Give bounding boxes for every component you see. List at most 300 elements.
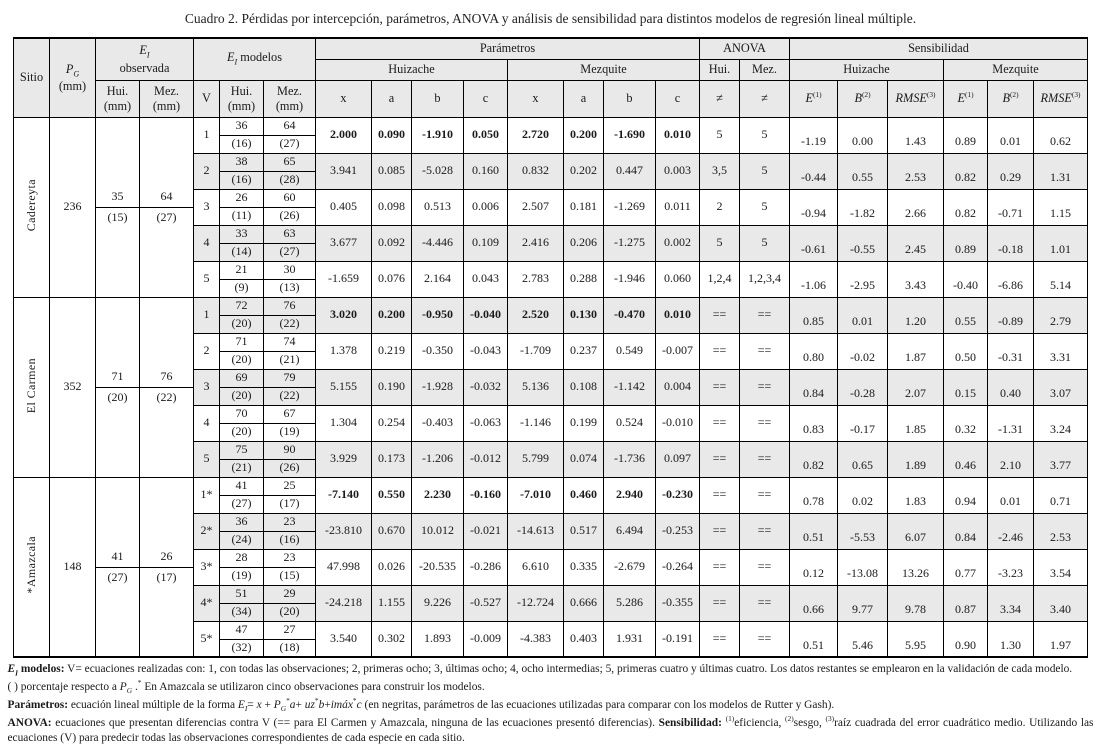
header-row-groups (14, 38, 1088, 59)
model-hui-pct: (16) (220, 171, 264, 189)
param-cell: 0.550 (372, 477, 412, 513)
obs-mez-col-header: Mez. (mm) (140, 80, 194, 117)
sens-cell: 1.85 (888, 405, 944, 441)
param-cell: 1.155 (372, 585, 412, 621)
param-cell: -0.253 (656, 513, 700, 549)
footnote-line (8, 662, 1094, 678)
footnote-segment: I (15, 668, 18, 678)
pg-value: 148 (50, 477, 96, 657)
sens-cell: -0.44 (790, 153, 838, 189)
param-cell: 0.200 (372, 297, 412, 333)
sens-cell: -5.53 (838, 513, 888, 549)
sens-cell: 0.89 (944, 117, 988, 153)
param-cell: 1.304 (316, 405, 372, 441)
sens-cell: 13.26 (888, 549, 944, 585)
param-a-hui-header: a (372, 80, 412, 117)
sens-cell: -0.61 (790, 225, 838, 261)
anova-cell: == (700, 369, 740, 405)
param-cell: 1.893 (412, 621, 464, 657)
sens-cell: -2.95 (838, 261, 888, 297)
obs-mez-value: 64 (140, 117, 194, 207)
footnote-segment: a (289, 698, 296, 711)
sens-cell: 0.82 (944, 153, 988, 189)
model-hui-pct: (19) (220, 567, 264, 585)
anova-cell: == (740, 441, 790, 477)
sens-cell: -6.86 (988, 261, 1034, 297)
model-v: 1 (194, 297, 220, 333)
sens-e-mez-header: $E^{(1)}$ (944, 80, 988, 117)
anova-cell: 3,5 (700, 153, 740, 189)
model-hui-value: 26 (220, 189, 264, 207)
anova-cell: 1,2,3,4 (740, 261, 790, 297)
sens-cell: 5.95 (888, 621, 944, 657)
param-cell: 0.403 (564, 621, 604, 657)
footnote-segment: + (295, 698, 305, 711)
param-cell: -1.946 (604, 261, 656, 297)
model-mez-pct: (19) (264, 423, 316, 441)
sens-cell: -3.23 (988, 549, 1034, 585)
param-cell: -0.009 (464, 621, 508, 657)
model-hui-value: 33 (220, 225, 264, 243)
param-cell: 2.783 (508, 261, 564, 297)
param-cell: -0.286 (464, 549, 508, 585)
footnote-segment: ecuación lineal múltiple de la forma (68, 698, 238, 711)
sens-cell: 3.54 (1034, 549, 1088, 585)
sens-cell: 1.30 (988, 621, 1034, 657)
footnote-segment: Parámetros: (7, 698, 69, 711)
sens-rmse-hui-header: RMSE$^{(3)}$ (888, 80, 944, 117)
site-label (14, 117, 50, 297)
footnote-segment: c (356, 698, 362, 711)
sens-cell: 1.89 (888, 441, 944, 477)
obs-mez-pct: (27) (140, 207, 194, 297)
model-hui-value: 69 (220, 369, 264, 387)
param-cell: 2.000 (316, 117, 372, 153)
param-cell: 0.085 (372, 153, 412, 189)
sens-cell: 1.31 (1034, 153, 1088, 189)
footnote-segment: b (318, 698, 325, 711)
footnote-segment: * (352, 696, 357, 706)
param-cell: 0.010 (656, 297, 700, 333)
anova-cell: == (700, 621, 740, 657)
sens-cell: 1.97 (1034, 621, 1088, 657)
sens-cell: 1.87 (888, 333, 944, 369)
sens-mezquite-header: Mezquite (944, 59, 1088, 80)
model-mez-value: 63 (264, 225, 316, 243)
param-cell: 2.520 (508, 297, 564, 333)
param-b-hui-header: b (412, 80, 464, 117)
anova-cell: == (740, 621, 790, 657)
group-header-parametros: Parámetros (316, 38, 700, 59)
sens-cell: 0.00 (838, 117, 888, 153)
model-hui-value: 21 (220, 261, 264, 279)
anova-hui-neq-header: ≠ (700, 80, 740, 117)
v-col-header: V (194, 80, 220, 117)
model-mez-value: 29 (264, 585, 316, 603)
anova-mez-neq-header: ≠ (740, 80, 790, 117)
sens-e-hui-header: $E^{(1)}$ (790, 80, 838, 117)
param-cell: -0.040 (464, 297, 508, 333)
sens-cell: -0.02 (838, 333, 888, 369)
sens-cell: 0.84 (790, 369, 838, 405)
mod-hui-col-header: Hui. (mm) (220, 80, 264, 117)
group-header-sensibilidad: Sensibilidad (790, 38, 1088, 59)
table-caption: Cuadro 2. Pérdidas por intercepción, parámetros, ANOVA y análisis de sensibilidad para distintos modelos de regresión lineal múltiple. (184, 11, 917, 26)
anova-cell: 1,2,4 (700, 261, 740, 297)
model-mez-value: 27 (264, 621, 316, 639)
model-hui-value: 75 (220, 441, 264, 459)
param-cell: -2.679 (604, 549, 656, 585)
param-c-mez-header: c (656, 80, 700, 117)
param-cell: 0.447 (604, 153, 656, 189)
param-c-hui-header: c (464, 80, 508, 117)
footnote-segment: (2) (785, 713, 794, 723)
param-cell: 3.020 (316, 297, 372, 333)
sens-cell: -0.71 (988, 189, 1034, 225)
sens-cell: 0.55 (944, 297, 988, 333)
param-cell: 2.416 (508, 225, 564, 261)
param-cell: 0.302 (372, 621, 412, 657)
param-x-hui-header: x (316, 80, 372, 117)
footnote-segment: modelos: (18, 663, 65, 675)
param-cell: 0.219 (372, 333, 412, 369)
model-hui-pct: (21) (220, 459, 264, 477)
footnote-segment: Sensibilidad: (658, 716, 722, 729)
param-cell: 3.540 (316, 621, 372, 657)
model-mez-pct: (27) (264, 243, 316, 261)
sens-cell: 0.32 (944, 405, 988, 441)
param-cell: -0.403 (412, 405, 464, 441)
sens-cell: 0.66 (790, 585, 838, 621)
pg-value: 352 (50, 297, 96, 477)
model-hui-value: 38 (220, 153, 264, 171)
sens-cell: -0.89 (988, 297, 1034, 333)
param-cell: 0.006 (464, 189, 508, 225)
footnote-segment: * (286, 696, 290, 706)
param-cell: 0.405 (316, 189, 372, 225)
obs-hui-pct: (20) (96, 387, 140, 477)
anova-cell: == (700, 333, 740, 369)
sens-cell: -0.55 (838, 225, 888, 261)
anova-cell: == (740, 405, 790, 441)
param-cell: 0.460 (564, 477, 604, 513)
footnote-segment: P (119, 680, 127, 693)
param-cell: -24.218 (316, 585, 372, 621)
model-mez-value: 76 (264, 297, 316, 315)
sens-cell: 5.46 (838, 621, 888, 657)
model-hui-pct: (9) (220, 279, 264, 297)
param-cell: -1.709 (508, 333, 564, 369)
footnote-segment: P (273, 698, 281, 711)
site-section (14, 117, 1088, 297)
footnote-segment: x (256, 698, 262, 711)
param-cell: -0.032 (464, 369, 508, 405)
sens-cell: 9.77 (838, 585, 888, 621)
param-cell: 0.199 (564, 405, 604, 441)
param-cell: 0.237 (564, 333, 604, 369)
site-label-text: *Amazcala (23, 536, 38, 594)
pg-value: 236 (50, 117, 96, 297)
sens-cell: -1.06 (790, 261, 838, 297)
sens-cell: 0.90 (944, 621, 988, 657)
model-mez-pct: (16) (264, 531, 316, 549)
param-cell: 0.090 (372, 117, 412, 153)
sens-cell: 0.46 (944, 441, 988, 477)
model-hui-value: 70 (220, 405, 264, 423)
footnote-segment: sesgo, (793, 716, 826, 729)
sens-cell: 3.43 (888, 261, 944, 297)
model-mez-pct: (18) (264, 639, 316, 657)
model-mez-value: 25 (264, 477, 316, 495)
footnote-segment: * (137, 678, 142, 688)
param-cell: 0.004 (656, 369, 700, 405)
model-v: 3* (194, 549, 220, 585)
footnote-segment: . (132, 680, 138, 693)
table-row (14, 297, 1088, 315)
model-hui-value: 36 (220, 117, 264, 135)
obs-hui-pct: (15) (96, 207, 140, 297)
sens-cell: 0.78 (790, 477, 838, 513)
param-cell: 0.109 (464, 225, 508, 261)
footnote-segment: I (244, 704, 248, 714)
obs-mez-value: 26 (140, 477, 194, 567)
model-v: 4 (194, 405, 220, 441)
model-v: 5 (194, 261, 220, 297)
anova-mez-header: Mez. (740, 59, 790, 80)
anova-cell: == (700, 585, 740, 621)
param-cell: 0.200 (564, 117, 604, 153)
anova-hui-header: Hui. (700, 59, 740, 80)
anova-cell: == (740, 549, 790, 585)
sens-cell: 3.24 (1034, 405, 1088, 441)
sens-cell: 0.71 (1034, 477, 1088, 513)
param-cell: 1.378 (316, 333, 372, 369)
param-cell: -0.350 (412, 333, 464, 369)
table-row (14, 117, 1088, 135)
anova-cell: 5 (740, 153, 790, 189)
param-cell: 0.092 (372, 225, 412, 261)
sens-cell: 0.50 (944, 333, 988, 369)
sens-cell: -0.94 (790, 189, 838, 225)
anova-cell: 5 (740, 225, 790, 261)
ei-modelos-label: modelos (237, 50, 282, 65)
footnote-segment: + (261, 698, 274, 711)
model-mez-pct: (21) (264, 351, 316, 369)
model-mez-pct: (22) (264, 387, 316, 405)
anova-cell: == (740, 297, 790, 333)
site-section (14, 297, 1088, 477)
param-cell: 0.108 (564, 369, 604, 405)
param-cell: 0.549 (604, 333, 656, 369)
sens-cell: -13.08 (838, 549, 888, 585)
param-cell: 0.050 (464, 117, 508, 153)
model-hui-pct: (20) (220, 351, 264, 369)
sens-cell: 1.15 (1034, 189, 1088, 225)
param-cell: 5.799 (508, 441, 564, 477)
model-v: 5 (194, 441, 220, 477)
footnote-segment: ( ) porcentaje respecto a (7, 680, 120, 693)
anova-cell: == (700, 405, 740, 441)
obs-hui-pct: (27) (96, 567, 140, 657)
footnote-segment: E (237, 698, 245, 711)
model-v: 1 (194, 117, 220, 153)
sens-cell: 3.34 (988, 585, 1034, 621)
sens-cell: 2.53 (1034, 513, 1088, 549)
param-cell: 5.286 (604, 585, 656, 621)
sens-cell: 0.77 (944, 549, 988, 585)
model-mez-pct: (15) (264, 567, 316, 585)
model-hui-pct: (20) (220, 315, 264, 333)
model-hui-value: 47 (220, 621, 264, 639)
model-mez-value: 23 (264, 549, 316, 567)
param-cell: 3.929 (316, 441, 372, 477)
param-cell: -0.043 (464, 333, 508, 369)
param-cell: 0.074 (564, 441, 604, 477)
footnote-segment: En Amazcala se utilizaron cinco observaciones para construir los modelos. (141, 680, 485, 693)
param-a-mez-header: a (564, 80, 604, 117)
param-cell: 0.011 (656, 189, 700, 225)
anova-cell: 5 (700, 117, 740, 153)
param-cell: -7.010 (508, 477, 564, 513)
model-v: 2 (194, 333, 220, 369)
anova-cell: == (740, 369, 790, 405)
param-cell: -1.142 (604, 369, 656, 405)
sens-cell: 0.51 (790, 621, 838, 657)
footnote-line (8, 696, 1094, 714)
site-label (14, 297, 50, 477)
sens-cell: -1.82 (838, 189, 888, 225)
sens-cell: 0.40 (988, 369, 1034, 405)
sens-cell: 1.20 (888, 297, 944, 333)
sens-cell: 0.80 (790, 333, 838, 369)
pg-unit: (mm) (58, 79, 87, 94)
footnote-segment: G (126, 686, 133, 696)
anova-cell: == (700, 441, 740, 477)
col-header-ei-observada (96, 38, 194, 80)
param-cell: 0.003 (656, 153, 700, 189)
param-cell: -0.010 (656, 405, 700, 441)
sens-cell: 0.51 (790, 513, 838, 549)
col-header-sitio: Sitio (14, 38, 50, 117)
header-row-cols (14, 80, 1088, 117)
param-cell: 0.002 (656, 225, 700, 261)
model-mez-value: 67 (264, 405, 316, 423)
param-cell: 0.190 (372, 369, 412, 405)
param-cell: -0.230 (656, 477, 700, 513)
sens-cell: -0.28 (838, 369, 888, 405)
param-cell: 2.230 (412, 477, 464, 513)
obs-mez-pct: (17) (140, 567, 194, 657)
param-cell: 0.206 (564, 225, 604, 261)
sens-cell: 0.29 (988, 153, 1034, 189)
param-cell: -4.383 (508, 621, 564, 657)
footnote-segment: V= ecuaciones realizadas con: 1, con todas las observaciones; 2, primeras ocho; 3, últimas ocho; 4, ocho intermedias; 5, primeras cuatro y últimas cuatro. Los datos restantes se emplearon en la validación de cada modelo. (64, 663, 1073, 675)
param-huizache-header: Huizache (316, 59, 508, 80)
param-cell: 2.720 (508, 117, 564, 153)
param-cell: 0.288 (564, 261, 604, 297)
param-cell: 0.097 (656, 441, 700, 477)
table-header (14, 38, 1088, 117)
param-cell: -7.140 (316, 477, 372, 513)
model-hui-pct: (27) (220, 495, 264, 513)
param-cell: 0.181 (564, 189, 604, 225)
footnote-segment: + (324, 698, 331, 711)
param-cell: 0.060 (656, 261, 700, 297)
param-cell: 0.202 (564, 153, 604, 189)
pg-symbol: $P_G$ (65, 61, 80, 79)
mod-mez-col-header: Mez. (mm) (264, 80, 316, 117)
param-cell: -0.527 (464, 585, 508, 621)
param-cell: 0.076 (372, 261, 412, 297)
param-cell: -0.950 (412, 297, 464, 333)
sens-cell: 3.07 (1034, 369, 1088, 405)
sens-cell: 3.40 (1034, 585, 1088, 621)
param-cell: 6.610 (508, 549, 564, 585)
sens-cell: 2.07 (888, 369, 944, 405)
group-header-anova: ANOVA (700, 38, 790, 59)
sens-cell: -0.31 (988, 333, 1034, 369)
sens-cell: 1.01 (1034, 225, 1088, 261)
param-cell: 5.155 (316, 369, 372, 405)
ei-observada-symbol: $E_I$ (139, 43, 150, 60)
sens-rmse-mez-header: RMSE$^{(3)}$ (1034, 80, 1088, 117)
param-cell: -0.264 (656, 549, 700, 585)
param-cell: -1.269 (604, 189, 656, 225)
anova-cell: 5 (700, 225, 740, 261)
param-cell: 0.043 (464, 261, 508, 297)
model-v: 5* (194, 621, 220, 657)
sens-cell: 0.83 (790, 405, 838, 441)
model-hui-pct: (34) (220, 603, 264, 621)
anova-cell: == (700, 513, 740, 549)
param-cell: -0.021 (464, 513, 508, 549)
param-cell: 0.173 (372, 441, 412, 477)
model-hui-pct: (11) (220, 207, 264, 225)
site-label-text: Cadereyta (23, 179, 38, 232)
sens-cell: 6.07 (888, 513, 944, 549)
footnote-segment: E (7, 663, 16, 675)
model-hui-pct: (16) (220, 135, 264, 153)
model-v: 4* (194, 585, 220, 621)
sens-cell: 0.82 (944, 189, 988, 225)
footnote-segment: imáx (330, 698, 353, 711)
sens-cell: 0.01 (988, 117, 1034, 153)
site-label (14, 477, 50, 657)
model-hui-value: 28 (220, 549, 264, 567)
model-mez-value: 74 (264, 333, 316, 351)
param-cell: -0.007 (656, 333, 700, 369)
param-cell: -1.206 (412, 441, 464, 477)
param-cell: 0.517 (564, 513, 604, 549)
sens-cell: 0.65 (838, 441, 888, 477)
param-cell: 3.677 (316, 225, 372, 261)
sens-cell: 2.45 (888, 225, 944, 261)
sens-cell: -1.31 (988, 405, 1034, 441)
footnote-segment: G (280, 704, 287, 714)
model-mez-value: 64 (264, 117, 316, 135)
param-cell: 47.998 (316, 549, 372, 585)
model-mez-value: 90 (264, 441, 316, 459)
param-cell: -1.275 (604, 225, 656, 261)
footnote-line (8, 714, 1094, 746)
sens-b-hui-header: $B^{(2)}$ (838, 80, 888, 117)
anova-cell: == (700, 477, 740, 513)
model-v: 2 (194, 153, 220, 189)
param-cell: -0.191 (656, 621, 700, 657)
model-mez-value: 23 (264, 513, 316, 531)
param-cell: -1.690 (604, 117, 656, 153)
anova-cell: == (740, 585, 790, 621)
